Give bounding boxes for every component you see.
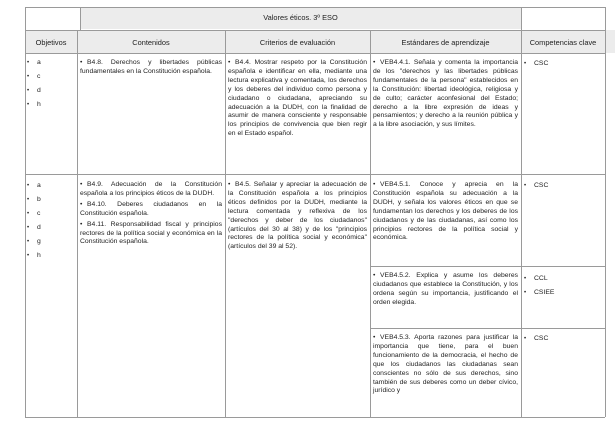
- objetivo-item: • g: [27, 235, 75, 249]
- row1-criterios: • B4.4. Mostrar respeto por la Constitución española e identificar en ella, mediante una lectura explicativa y comentada, los derechos y los deberes del individuo como persona y ciudadano o ciudadana, apreciando su adecuación a la DUDH, con la finalidad de asumir de manera consciente y responsable los principios de convivencia que bien regir en el Estado español.: [228, 59, 367, 138]
- competencia-item: • CSC: [524, 59, 602, 69]
- row2-objetivos: [27, 179, 75, 263]
- row2-estandar-1: • VEB4.5.1. Conoce y aprecia en la Constitución española su adecuación a la DUDH, y señala los valores éticos en que se fundamentan los derechos y los deberes de los ciudadanos y de las ciudadanas, así como los principios rectores de la política social y económica.: [373, 181, 518, 242]
- objetivo-item: • c: [27, 70, 75, 84]
- row2-contenidos: • B4.9. Adecuación de la Constitución española a los principios éticos de la DUDH. • B4.10. Deberes ciudadanos en la Constitución española. • B4.11. Responsabilidad fiscal y principios rectores de la política social y económica en la Constitución española.: [80, 181, 222, 246]
- contenido-text: B4.10. Deberes ciudadanos en la Constitución española.: [80, 200, 222, 217]
- row2-criterios: • B4.5. Señalar y apreciar la adecuación de la Constitución española a los principios éticos definidos por la DUDH, mediante la lectura comentada y reflexiva de los "derechos y deber de los ciudadanos" (artículos del 30 al 38) y de los "principios rectores de la política social y económica" (artículos del 39 al 52).: [228, 181, 367, 251]
- row1-estandares: • VEB4.4.1. Señala y comenta la importancia de los "derechos y las libertades públicas fundamentales de la persona" establecidos en la Constitución: libertad ideológica, religiosa y de culto; carácter aconfesional del Estado; derecho a la libre expresión de ideas y pensamientos; y derecho a la reunión pública y a la libre asociación, y sus límites.: [373, 59, 518, 129]
- contenido-text: B4.9. Adecuación de la Constitución española a los principios éticos de la DUDH.: [80, 181, 222, 197]
- criterio-text: B4.4. Mostrar respeto por la Constitución española e identificar en ella, mediante una lectura explicativa y comentada, los derechos y los deberes del individuo como persona y ciudadano o ciudadana, apreciando su adecuación a la DUDH, con la finalidad de asumir de manera consciente y responsable los principios de convivencia que bien regir en el Estado español.: [228, 59, 367, 138]
- estandar-text: VEB4.5.1. Conoce y aprecia en la Constitución española su adecuación a la DUDH, y señala los valores éticos en que se fundamentan los derechos y los deberes de los ciudadanos y de las ciudadanas, así como los principios rectores de la política social y económica.: [373, 181, 518, 242]
- competencia-item: • CSC: [524, 334, 602, 344]
- objetivo-item: • h: [27, 249, 75, 263]
- objetivo-item: • c: [27, 207, 75, 221]
- objetivo-item: • d: [27, 84, 75, 98]
- header-objetivos: Objetivos: [35, 38, 67, 47]
- header-competencias: Competencias clave: [529, 38, 597, 47]
- header-criterios: Criterios de evaluación: [259, 38, 336, 47]
- contenido-text: B4.11. Responsabilidad fiscal y principios rectores de la política social y económica en la Constitución española.: [80, 220, 222, 246]
- competencia-item: • CSC: [524, 181, 602, 191]
- row1-contenidos: • B4.8. Derechos y libertades públicas fundamentales en la Constitución española.: [80, 59, 222, 75]
- objetivo-item: • a: [27, 179, 75, 193]
- competencia-item: • CSIEE: [524, 286, 602, 300]
- estandar-text: VEB4.5.2. Explica y asume los deberes ciudadanos que establece la Constitución, y los ordena según su importancia, justificando el orden elegida.: [373, 272, 518, 306]
- criterio-text: B4.5. Señalar y apreciar la adecuación de la Constitución española a los principios éticos definidos por la DUDH, mediante la lectura comentada y reflexiva de los "derechos y deber de los ciudadanos" (artículos del 30 al 38) y de los "principios rectores de la política social y económica" (artículos del 39 al 52).: [228, 181, 367, 251]
- objetivo-item: • a: [27, 56, 75, 70]
- estandar-text: VEB4.4.1. Señala y comenta la importancia de los "derechos y las libertades públicas fundamentales de la persona" establecidos en la Constitución: libertad ideológica, religiosa y de culto; carácter aconfesional del Estado; derecho a la libre expresión de ideas y pensamientos; y derecho a la reunión pública y a la libre asociación, y sus límites.: [373, 59, 518, 129]
- contenido-text: B4.8. Derechos y libertades públicas fundamentales en la Constitución española.: [80, 59, 222, 75]
- row2-competencias-2: [524, 272, 602, 300]
- header-estandares: Estándares de aprendizaje: [401, 38, 490, 47]
- row2-estandar-2: • VEB4.5.2. Explica y asume los deberes ciudadanos que establece la Constitución, y los ordena según su importancia, justificando el orden elegida.: [373, 272, 518, 306]
- objetivo-item: • h: [27, 98, 75, 112]
- objetivo-item: • d: [27, 221, 75, 235]
- row2-competencias-1: [524, 181, 602, 191]
- table-title: Valores éticos. 3º ESO: [263, 13, 338, 22]
- row2-estandar-3: • VEB4.5.3. Aporta razones para justificar la importancia que tiene, para el buen funcionamiento de la democracia, el hecho de que los ciudadanos las ciudadanas sean conscientes no sólo de sus derechos, sino también de sus deberes como un deber cívico, jurídico y: [373, 334, 518, 395]
- header-contenidos: Contenidos: [132, 38, 170, 47]
- competencia-item: • CCL: [524, 272, 602, 286]
- row1-competencias: [524, 59, 602, 69]
- objetivo-item: • b: [27, 193, 75, 207]
- row2-competencias-3: [524, 334, 602, 344]
- row1-objetivos: [27, 56, 75, 112]
- estandar-text: VEB4.5.3. Aporta razones para justificar la importancia que tiene, para el buen funcionamiento de la democracia, el hecho de que los ciudadanos las ciudadanas sean conscientes no sólo de sus derechos, sino también de sus deberes como un deber cívico, jurídico y: [373, 334, 518, 395]
